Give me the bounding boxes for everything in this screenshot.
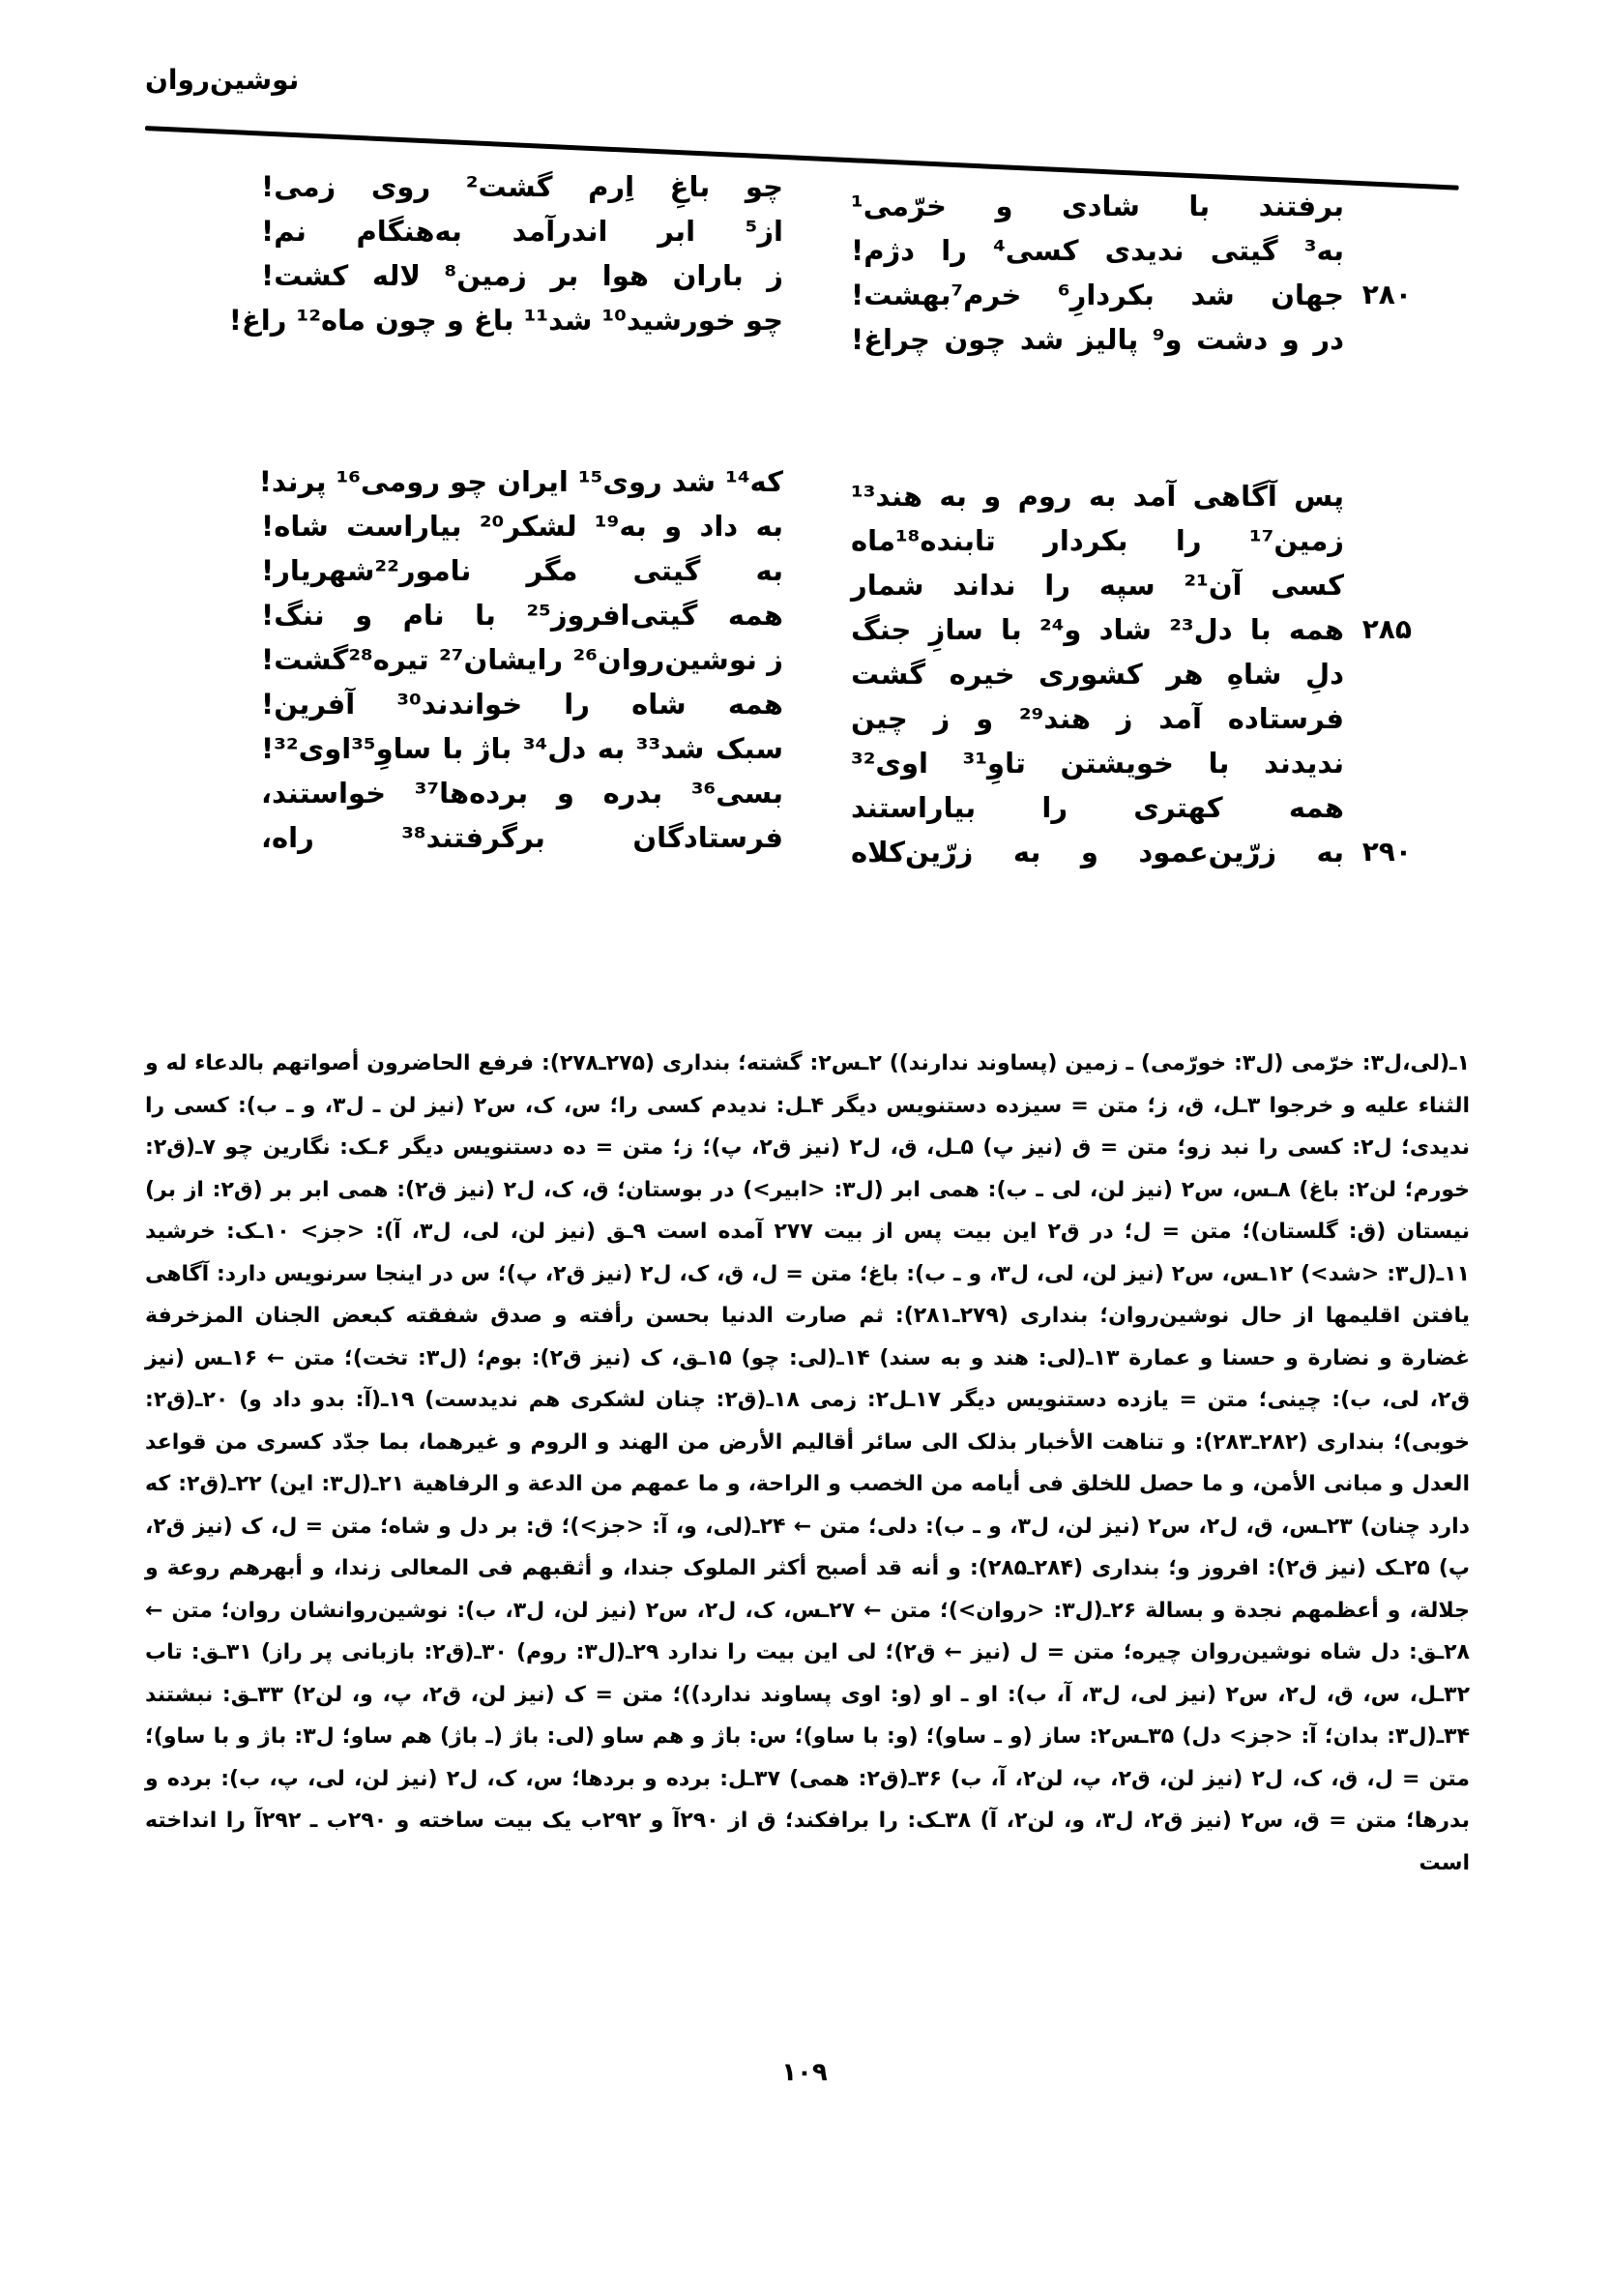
verse-line [851, 652, 1344, 696]
verse-text: کسی آن²¹ سپه را نداند شمار [851, 569, 1344, 602]
verse-text: به³ گیتی ندیدی کسی⁴ را دژم! [851, 234, 1344, 267]
verse-number: ۲۸۵ [1361, 613, 1412, 645]
verse-line [851, 273, 1412, 317]
verse-text: ندیدند با خویشتن تاوِ³¹ اوی³² [851, 747, 1344, 780]
verse-text: پس آگاهی آمد به روم و به هند¹³ [851, 480, 1344, 513]
verse-line [851, 785, 1344, 830]
verse-text: فرستاده آمد ز هند²⁹ و ز چین [851, 702, 1344, 735]
verse-text: به داد و به¹⁹ لشکر²⁰ بیاراست شاه! [261, 510, 783, 543]
verse-text: از⁵ ابر اندرآمد به‌هنگام نم! [261, 215, 783, 248]
verse-line [851, 607, 1412, 652]
verse-line [261, 164, 783, 209]
verse-line [261, 637, 783, 682]
verse-text: برفتند با شادی و خرّمی¹ [851, 190, 1344, 222]
verse-line [261, 726, 783, 771]
stanza-left-2 [258, 459, 784, 860]
verse-text: که¹⁴ شد روی¹⁵ ایران چو رومی¹⁶ پرند! [258, 465, 783, 498]
poem-body [228, 170, 1421, 1025]
verse-line [228, 298, 783, 342]
verse-line [851, 518, 1344, 563]
verse-text: ز باران هوا بر زمین⁸ لاله کشت! [261, 259, 783, 292]
stanza-right-1 [851, 184, 1412, 362]
verse-line [851, 696, 1344, 741]
verse-text: در و دشت و⁹ پالیز شد چون چراغ! [851, 323, 1344, 356]
verse-text: به زرّین‌عمود و به زرّین‌کلاه [851, 836, 1344, 868]
verse-number: ۲۹۰ [1361, 836, 1412, 868]
stanza-left-1 [228, 164, 783, 342]
verse-text: همه کهتری را بیاراستند [851, 791, 1344, 824]
verse-line [261, 682, 783, 726]
verse-text: همه گیتی‌افروز²⁵ با نام و ننگ! [261, 599, 783, 632]
verse-text: بسی³⁶ بدره و برده‌ها³⁷ خواستند، [261, 777, 783, 809]
footnotes [145, 1043, 1470, 1884]
footnote-paragraph: ۱ـ(لی،ل۳: خرّمی (ل۳: خورّمی) ـ زمین (پساوند ندارند)) ۲ـس۲: گشته؛ بنداری (۲۷۵ـ۲۷۸): فرفع الحاضرون أصواتهم بالدعاء له و الثناء علیه و خرجوا ۳ـل، ق، ز؛ متن = سیزده دستنویس دیگر ۴ـل: ندیدم کسی را؛ س، ک، س۲ (نیز لن ـ ل۳، و ـ ب): کسی را ندیدی؛ ل۲: کسی را نبد زو؛ متن = ق (نیز پ) ۵ـل، ق، ل۲ (نیز ق۲، پ)؛ ز؛ متن = ده دستنویس دیگر ۶ـک: نگارین چو ۷ـ(ق۲: خورم؛ لن۲: باغ) ۸ـس، س۲ (نیز لن، لی ـ ب): همی ابر (ل۳: <ابیر>) در بوستان؛ ق، ک، ل۲ (نیز ق۲): همی ابر بر (ق۲: از بر) نیستان (ق: گلستان)؛ متن = ل؛ در ق۲ این بیت پس از بیت ۲۷۷ آمده است ۹ـق (نیز لن، لی، ل۳، آ): <جز> ۱۰ـک: خرشید ۱۱ـ(ل۳: <شد>) ۱۲ـس، س۲ (نیز لن، لی، ل۳، و ـ ب): باغ؛ متن = ل، ق، ک، ل۲ (نیز ق۲، پ)؛ س در اینجا سرنویس دارد: آگاهی یافتن اقلیمها از حال نوشین‌روان؛ بنداری (۲۷۹ـ۲۸۱): ثم صارت الدنیا بحسن رأفته و صدق شفقته کبعض الجنان المزخرفة غضارة و نضارة و حسنا و عمارة ۱۳ـ(لی: هند و به سند) ۱۴ـ(لی: چو) ۱۵ـق، ک (نیز ق۲): بوم؛ (ل۳: تخت)؛ متن ← ۱۶ـس (نیز ق۲، لی، ب): چینی؛ متن = یازده دستنویس دیگر ۱۷ـل۲: زمی ۱۸ـ(ق۲: چنان لشکری هم ندیدست) ۱۹ـ(آ: بدو داد و) ۲۰ـ(ق۲: خوبی)؛ بنداری (۲۸۲ـ۲۸۳): و تناهت الأخبار بذلک الی سائر أقالیم الأرض من الهند و الروم و غیرهما، بما جدّد کسری من قواعد العدل و مبانی الأمن، و ما حصل للخلق فی أیامه من الخصب و الراحة، و ما عمهم من الدعة و الرفاهیة ۲۱ـ(ل۳: این) ۲۲ـ(ق۲: که دارد چنان) ۲۳ـس، ق، ل۲، س۲ (نیز لن، ل۳، و ـ ب): دلی؛ متن ← ۲۴ـ(لی، و، آ: <جز>)؛ ق: بر دل و شاه؛ متن = ل، ک (نیز ق۲، پ) ۲۵ـک (نیز ق۲): افروز و؛ بنداری (۲۸۴ـ۲۸۵): و أنه قد أصبح أکثر الملوک جندا، و أثقبهم فی المعالی زندا، و أبهرهم روعة و جلالة، و أعظمهم نجدة و بسالة ۲۶ـ(ل۳: <روان>)؛ متن ← ۲۷ـس، ک، ل۲، س۲ (نیز لن، ل۳، ب): نوشین‌روانشان روان؛ متن ← ۲۸ـق: دل شاه نوشین‌روان چیره؛ متن = ل (نیز ← ق۲)؛ لی این بیت را ندارد ۲۹ـ(ل۳: روم) ۳۰ـ(ق۲: بازبانی پر راز) ۳۱ـق: تاب ۳۲ـل، س، ق، ل۲، س۲ (نیز لی، ل۳، آ، ب): او ـ او (و: اوی پساوند ندارد))؛ متن = ک (نیز لن، ق۲، پ، و، لن۲) ۳۳ـق: نبشتند ۳۴ـ(ل۳: بدان؛ آ: <جز> دل) ۳۵ـس۲: ساز (و ـ ساو)؛ (و: با ساو)؛ س: باژ و هم ساو (لی: باژ (ـ باژ) هم ساو؛ ل۳: باژ و با ساو)؛ متن = ل، ق، ک، ل۲ (نیز لن، ق۲، پ، لن۲، آ، ب) ۳۶ـ(ق۲: همی) ۳۷ـل: برده و بردها؛ س، ک، ل۲ (نیز لن، لی، پ، ب): برده و بدرها؛ متن = ق، س۲ (نیز ق۲، ل۳، و، لن۲، آ) ۳۸ـک: را برافکند؛ ق از ۲۹۰آ و ۲۹۲ب یک بیت ساخته و ۲۹۰ب ـ ۲۹۲آ را انداخته است [145, 1051, 1471, 1875]
verse-line [851, 317, 1344, 362]
verse-line [261, 593, 783, 637]
verse-number: ۲۸۰ [1361, 279, 1412, 310]
verse-text: همه شاه را خواندند³⁰ آفرین! [261, 688, 783, 721]
verse-text: به گیتی مگر نامور²²شهریار! [261, 554, 783, 587]
verse-line [261, 253, 783, 298]
verse-line [261, 815, 783, 860]
verse-line [851, 474, 1344, 518]
verse-text: چو خورشید¹⁰ شد¹¹ باغ و چون ماه¹² راغ! [228, 304, 783, 337]
stanza-right-2 [851, 474, 1412, 874]
verse-line [261, 548, 783, 593]
verse-line [261, 504, 783, 548]
verse-line [851, 184, 1344, 228]
page-number: ۱۰۹ [781, 2058, 828, 2087]
verse-line [851, 741, 1344, 785]
verse-text: دلِ شاهِ هر کشوری خیره گشت [851, 658, 1344, 691]
verse-text: جهان شد بکردارِ⁶ خرم⁷بهشت! [851, 279, 1344, 311]
verse-line [851, 830, 1412, 874]
verse-text: ز نوشین‌روان²⁶ رایشان²⁷ تیره²⁸گشت! [261, 643, 784, 676]
verse-text: همه با دل²³ شاد و²⁴ با سازِ جنگ [851, 613, 1345, 646]
verse-line [851, 563, 1344, 607]
verse-line [261, 771, 783, 815]
verse-text: زمین¹⁷ را بکردار تابنده¹⁸ماه [851, 524, 1344, 557]
verse-text: چو باغِ اِرم گشت² روی زمی! [261, 170, 783, 203]
running-title: نوشین‌روان [145, 64, 300, 96]
verse-text: فرستادگان برگرفتند³⁸ راه، [261, 821, 784, 854]
verse-line [258, 459, 783, 504]
verse-line [851, 228, 1344, 273]
verse-line [261, 209, 783, 253]
verse-text: سبک شد³³ به دل³⁴ باژ با ساوِ³⁵اوی³²! [261, 732, 783, 765]
